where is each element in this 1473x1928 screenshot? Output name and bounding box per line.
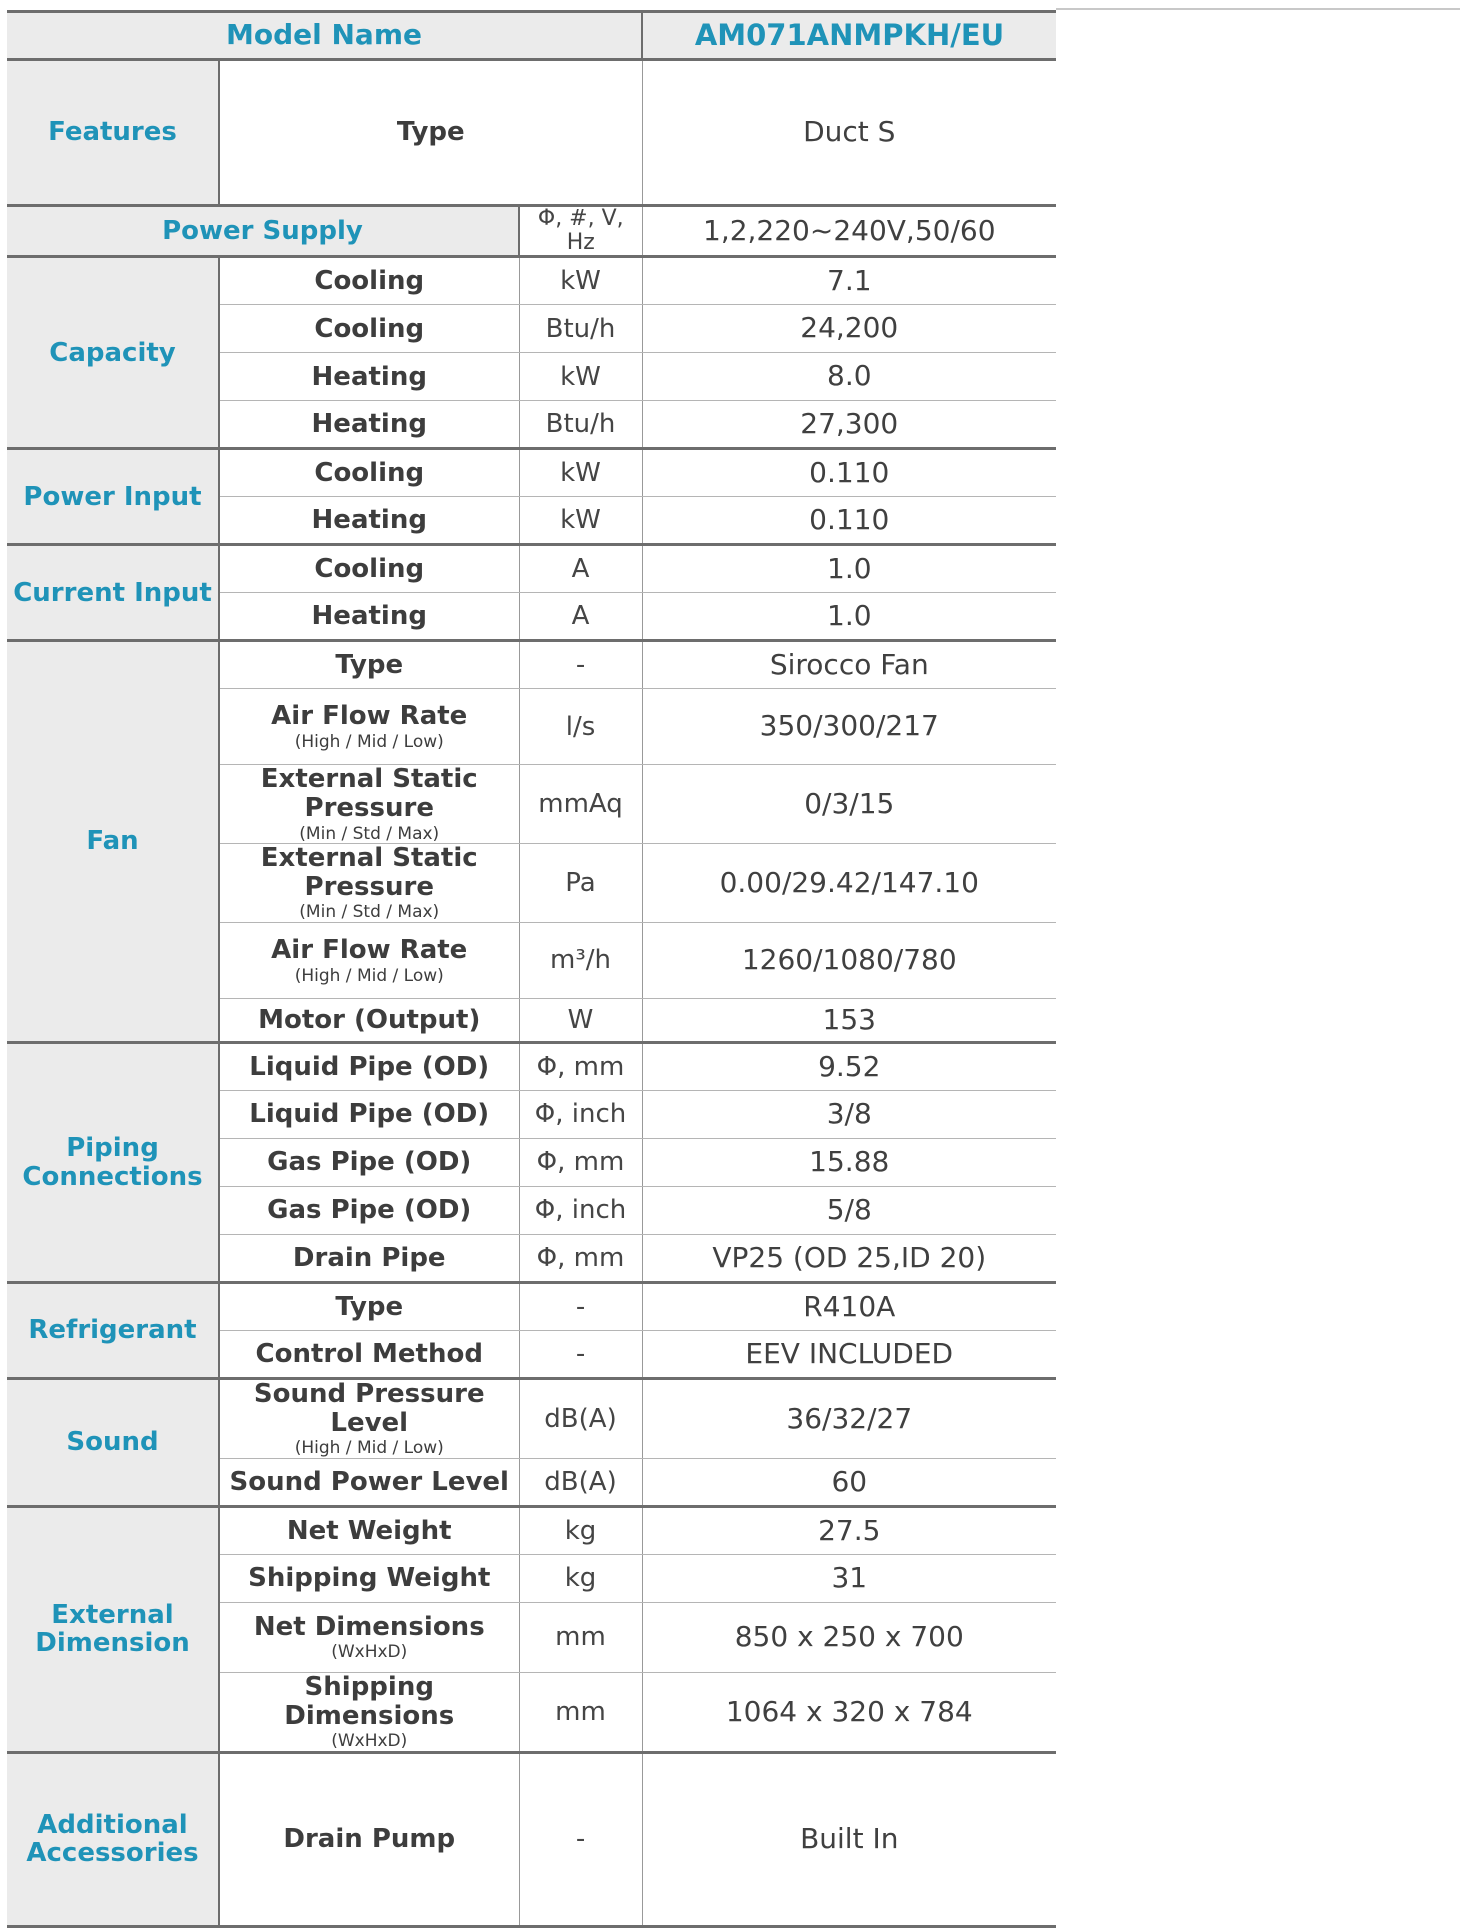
current-input-row	[7, 545, 1056, 593]
capacity-item: Heating	[219, 401, 519, 449]
piping-value: 5/8	[642, 1187, 1056, 1235]
refrigerant-value: R410A	[642, 1283, 1056, 1331]
fan-value: 0.00/29.42/147.10	[642, 844, 1056, 923]
features-item: Type	[219, 60, 642, 206]
current-input-item: Cooling	[219, 545, 519, 593]
current-input-unit: A	[519, 545, 642, 593]
fan-value: 153	[642, 999, 1056, 1043]
sound-item: Sound Power Level	[219, 1459, 519, 1507]
category-capacity: Capacity	[7, 257, 219, 449]
capacity-value: 7.1	[642, 257, 1056, 305]
dimension-item: Shipping Dimensions (WxHxD)	[219, 1673, 519, 1753]
current-input-value: 1.0	[642, 545, 1056, 593]
piping-value: 3/8	[642, 1091, 1056, 1139]
dimension-row	[7, 1507, 1056, 1555]
fan-value: 0/3/15	[642, 765, 1056, 844]
category-refrigerant: Refrigerant	[7, 1283, 219, 1379]
dimension-item: Shipping Weight	[219, 1555, 519, 1603]
fan-item: Type	[219, 641, 519, 689]
piping-value: 15.88	[642, 1139, 1056, 1187]
dimension-item: Net Weight	[219, 1507, 519, 1555]
sound-item: Sound Pressure Level (High / Mid / Low)	[219, 1379, 519, 1459]
piping-unit: Φ, mm	[519, 1139, 642, 1187]
piping-row	[7, 1043, 1056, 1091]
fan-item: External Static Pressure (Min / Std / Max)	[219, 765, 519, 844]
dimension-item: Net Dimensions (WxHxD)	[219, 1603, 519, 1673]
capacity-value: 27,300	[642, 401, 1056, 449]
accessories-item: Drain Pump	[219, 1752, 519, 1926]
refrigerant-unit: -	[519, 1331, 642, 1379]
fan-value: Sirocco Fan	[642, 641, 1056, 689]
dimension-value: 850 x 250 x 700	[642, 1603, 1056, 1673]
current-input-item: Heating	[219, 593, 519, 641]
features-row	[7, 60, 1056, 206]
fan-item: Air Flow Rate (High / Mid / Low)	[219, 923, 519, 999]
capacity-value: 8.0	[642, 353, 1056, 401]
fan-row	[7, 641, 1056, 689]
power-input-row	[7, 449, 1056, 497]
spec-table	[7, 10, 1056, 1896]
model-name-label: Model Name	[7, 12, 642, 60]
power-input-value: 0.110	[642, 449, 1056, 497]
accessories-row	[7, 1752, 1056, 1926]
fan-unit: -	[519, 641, 642, 689]
fan-unit: W	[519, 999, 642, 1043]
accessories-value: Built In	[642, 1752, 1056, 1926]
fan-unit: mmAq	[519, 765, 642, 844]
capacity-item: Cooling	[219, 257, 519, 305]
power-input-unit: kW	[519, 497, 642, 545]
power-input-value: 0.110	[642, 497, 1056, 545]
capacity-unit: kW	[519, 353, 642, 401]
sound-value: 60	[642, 1459, 1056, 1507]
capacity-item: Heating	[219, 353, 519, 401]
header-row	[7, 12, 1056, 60]
dimension-unit: kg	[519, 1507, 642, 1555]
piping-unit: Φ, mm	[519, 1235, 642, 1283]
fan-unit: m³/h	[519, 923, 642, 999]
fan-unit: Pa	[519, 844, 642, 923]
fan-unit: l/s	[519, 689, 642, 765]
accessories-unit: -	[519, 1752, 642, 1926]
piping-value: 9.52	[642, 1043, 1056, 1091]
piping-item: Gas Pipe (OD)	[219, 1139, 519, 1187]
capacity-unit: Btu/h	[519, 401, 642, 449]
category-current-input: Current Input	[7, 545, 219, 641]
dimension-unit: mm	[519, 1673, 642, 1753]
dimension-value: 1064 x 320 x 784	[642, 1673, 1056, 1753]
piping-item: Drain Pipe	[219, 1235, 519, 1283]
power-supply-row	[7, 206, 1056, 257]
sound-value: 36/32/27	[642, 1379, 1056, 1459]
category-sound: Sound	[7, 1379, 219, 1507]
dimension-unit: mm	[519, 1603, 642, 1673]
current-input-value: 1.0	[642, 593, 1056, 641]
power-supply-value: 1,2,220~240V,50/60	[642, 206, 1056, 257]
piping-unit: Φ, mm	[519, 1043, 642, 1091]
piping-value: VP25 (OD 25,ID 20)	[642, 1235, 1056, 1283]
piping-unit: Φ, inch	[519, 1187, 642, 1235]
capacity-value: 24,200	[642, 305, 1056, 353]
piping-unit: Φ, inch	[519, 1091, 642, 1139]
power-input-item: Heating	[219, 497, 519, 545]
fan-item: External Static Pressure (Min / Std / Max)	[219, 844, 519, 923]
model-name-value: AM071ANMPKH/EU	[642, 12, 1056, 60]
capacity-row	[7, 257, 1056, 305]
category-power-input: Power Input	[7, 449, 219, 545]
capacity-unit: Btu/h	[519, 305, 642, 353]
dimension-value: 27.5	[642, 1507, 1056, 1555]
refrigerant-item: Type	[219, 1283, 519, 1331]
sound-row	[7, 1379, 1056, 1459]
sound-unit: dB(A)	[519, 1459, 642, 1507]
features-value: Duct S	[642, 60, 1056, 206]
dimension-value: 31	[642, 1555, 1056, 1603]
power-input-item: Cooling	[219, 449, 519, 497]
piping-item: Gas Pipe (OD)	[219, 1187, 519, 1235]
top-rule-extension	[1056, 8, 1460, 10]
refrigerant-item: Control Method	[219, 1331, 519, 1379]
category-piping-connections: Piping Connections	[7, 1043, 219, 1283]
capacity-item: Cooling	[219, 305, 519, 353]
fan-item: Motor (Output)	[219, 999, 519, 1043]
category-external-dimension: External Dimension	[7, 1507, 219, 1753]
sound-unit: dB(A)	[519, 1379, 642, 1459]
piping-item: Liquid Pipe (OD)	[219, 1043, 519, 1091]
fan-item: Air Flow Rate (High / Mid / Low)	[219, 689, 519, 765]
power-input-unit: kW	[519, 449, 642, 497]
category-additional-accessories: Additional Accessories	[7, 1752, 219, 1926]
fan-value: 350/300/217	[642, 689, 1056, 765]
refrigerant-value: EEV INCLUDED	[642, 1331, 1056, 1379]
power-supply-unit: Φ, #, V, Hz	[519, 206, 642, 257]
fan-value: 1260/1080/780	[642, 923, 1056, 999]
dimension-unit: kg	[519, 1555, 642, 1603]
piping-item: Liquid Pipe (OD)	[219, 1091, 519, 1139]
capacity-unit: kW	[519, 257, 642, 305]
current-input-unit: A	[519, 593, 642, 641]
category-features: Features	[7, 60, 219, 206]
refrigerant-row	[7, 1283, 1056, 1331]
category-power-supply: Power Supply	[7, 206, 519, 257]
refrigerant-unit: -	[519, 1283, 642, 1331]
category-fan: Fan	[7, 641, 219, 1043]
